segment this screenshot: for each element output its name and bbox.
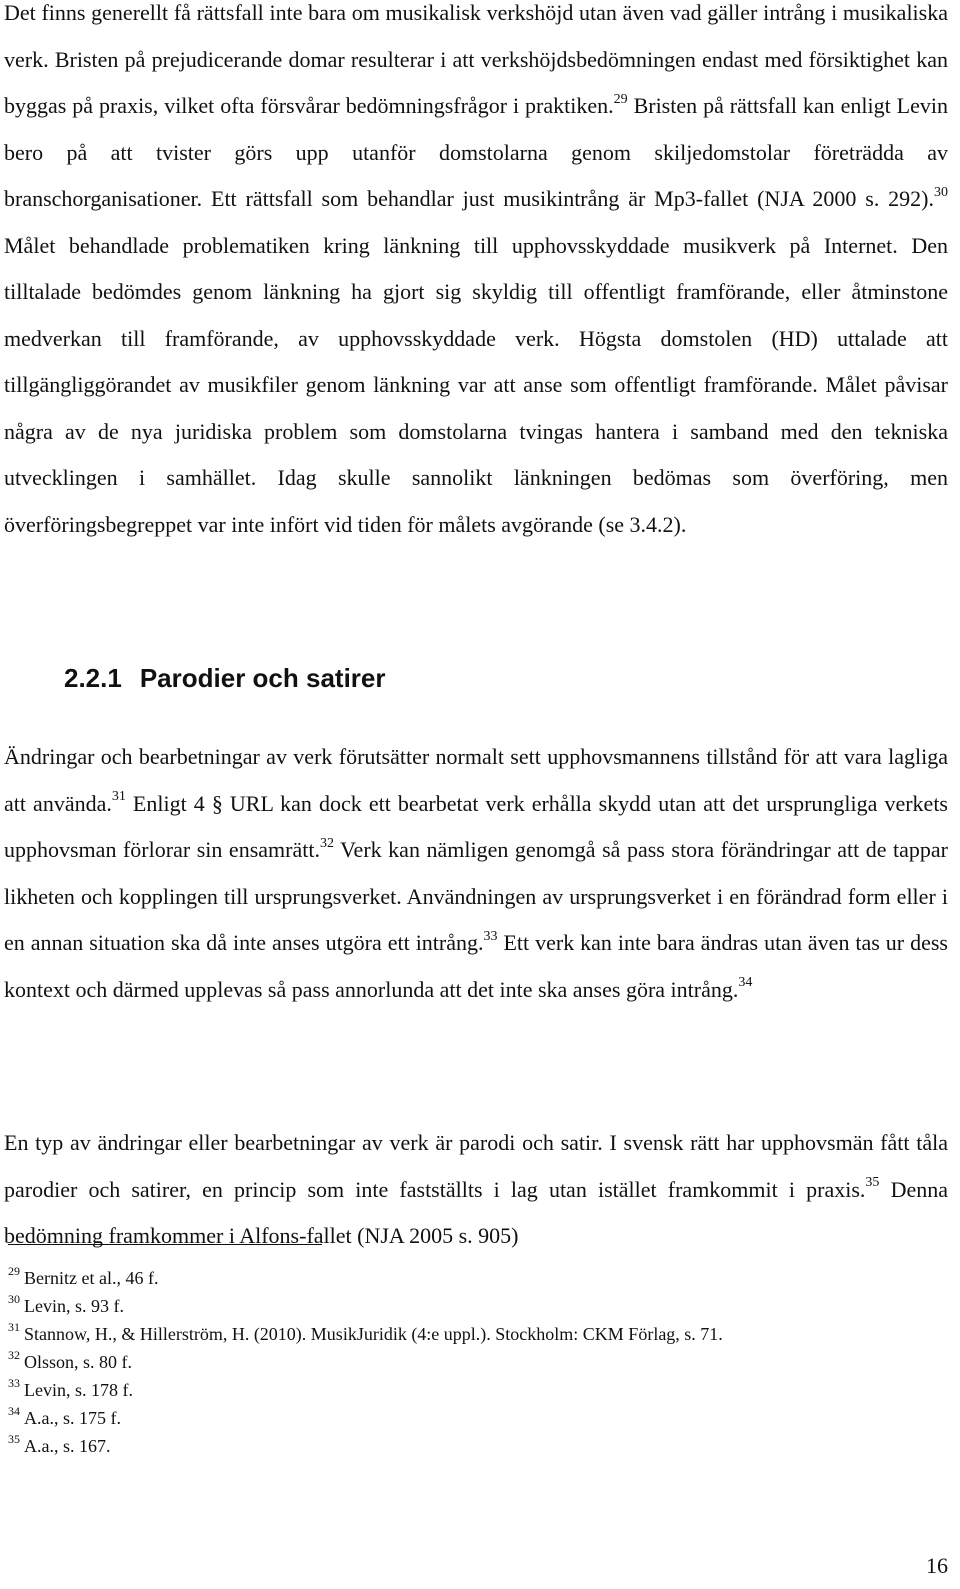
paragraph-text: Målet behandlade problematiken kring länkning till upphovsskyddade musikverk på Internet. Den tilltalade bedömdes genom länkning ha gjort sig skyldig till offentligt framförande, eller åtminstone medverkan till framförande, av upphovsskyddade verk. Högsta domstolen (HD) uttalade att tillgängliggörandet av musikfiler genom länkning var att anse som offentligt framförande. Målet påvisar några av de nya juridiska problem som domstolarna tvingas hantera i samband med den tekniska utvecklingen i samhället. Idag skulle sannolikt länkningen bedömas som överföring, men överföringsbegreppet var inte infört vid tiden för målets avgörande (se 3.4.2). bbox=[4, 232, 948, 537]
footnote-item bbox=[8, 1432, 948, 1460]
footnote-item bbox=[8, 1264, 948, 1292]
body-paragraph-1 bbox=[4, 0, 948, 548]
footnote-text: Levin, s. 178 f. bbox=[24, 1380, 133, 1400]
footnote-item bbox=[8, 1348, 948, 1376]
footnote-ref-32[interactable]: 32 bbox=[319, 835, 334, 851]
section-title: Parodier och satirer bbox=[139, 663, 386, 693]
footnote-ref-29[interactable]: 29 bbox=[613, 91, 628, 107]
footnote-ref-33[interactable]: 33 bbox=[483, 928, 498, 944]
footnote-number: 30 bbox=[8, 1292, 20, 1306]
footnote-item bbox=[8, 1292, 948, 1320]
footnote-text: A.a., s. 175 f. bbox=[24, 1408, 121, 1428]
paragraph-text: Bristen på rättsfall kan enligt Levin bero på att tvister görs upp utanför domstolarna genom skiljedomstolar företrädda av branschorganisationer. Ett rättsfall som behandlar just musikintrång är Mp3-fallet (NJA 2000 s. 292). bbox=[4, 93, 948, 211]
body-paragraph-3 bbox=[4, 1120, 948, 1260]
footnote-number: 32 bbox=[8, 1348, 20, 1362]
paragraph-text: Ändringar och bearbetningar av verk förutsätter normalt sett upphovsmannens tillstånd för att vara lagliga att använda. bbox=[4, 744, 948, 816]
paragraph-text: En typ av ändringar eller bearbetningar av verk är parodi och satir. I svensk rätt har upphovsmän fått tåla parodier och satirer, en princip som inte fastställts i lag utan istället framkommit i praxis. bbox=[4, 1130, 948, 1202]
page-number: 16 bbox=[926, 1553, 948, 1578]
footnote-text: Olsson, s. 80 f. bbox=[24, 1352, 133, 1372]
footnote-ref-30[interactable]: 30 bbox=[934, 184, 948, 200]
footnote-ref-34[interactable]: 34 bbox=[738, 975, 753, 991]
footnote-separator bbox=[8, 1244, 322, 1245]
paragraph-text: Ett verk kan inte bara ändras utan även tas ur dess kontext och därmed upplevas så pass annorlunda att det inte ska anses göra intrång. bbox=[4, 930, 948, 1002]
footnote-number: 33 bbox=[8, 1376, 20, 1390]
footnote-text: A.a., s. 167. bbox=[24, 1436, 111, 1456]
footnote-number: 35 bbox=[8, 1432, 20, 1446]
footnote-number: 29 bbox=[8, 1264, 20, 1278]
paragraph-text: Denna bedömning framkommer i Alfons-fallet (NJA 2005 s. 905) bbox=[4, 1176, 948, 1248]
footnote-ref-31[interactable]: 31 bbox=[111, 789, 126, 805]
section-number: 2.2.1 bbox=[64, 663, 122, 693]
footnote-number: 34 bbox=[8, 1404, 20, 1418]
footnote-text: Stannow, H., & Hillerström, H. (2010). MusikJuridik (4:e uppl.). Stockholm: CKM Förlag, s. 71. bbox=[24, 1324, 723, 1344]
footnote-text: Levin, s. 93 f. bbox=[24, 1296, 124, 1316]
footnote-text: Bernitz et al., 46 f. bbox=[24, 1268, 159, 1288]
footnote-number: 31 bbox=[8, 1320, 20, 1334]
footnote-item bbox=[8, 1320, 948, 1348]
footnote-list bbox=[8, 1264, 948, 1460]
footnote-ref-35[interactable]: 35 bbox=[865, 1175, 880, 1191]
section-heading bbox=[64, 663, 385, 694]
footnote-item bbox=[8, 1404, 948, 1432]
body-paragraph-2 bbox=[4, 734, 948, 1013]
paragraph-text: Verk kan nämligen genomgå så pass stora förändringar att de tappar likheten och kopplingen till ursprungsverket. Användningen av ursprungsverket i en förändrad form eller i en annan situation ska då inte anses utgöra ett intrång. bbox=[4, 837, 949, 955]
footnote-item bbox=[8, 1376, 948, 1404]
paragraph-text: Enligt 4 § URL kan dock ett bearbetat verk erhålla skydd utan att det ursprungliga verkets upphovsman förlorar sin ensamrätt. bbox=[4, 790, 948, 862]
paragraph-text: Det finns generellt få rättsfall inte bara om musikalisk verkshöjd utan även vad gäller intrång i musikaliska verk. Bristen på prejudicerande domar resulterar i att verkshöjdsbedömningen endast med försiktighet kan byggas på praxis, vilket ofta försvårar bedömningsfrågor i praktiken. bbox=[4, 0, 948, 118]
